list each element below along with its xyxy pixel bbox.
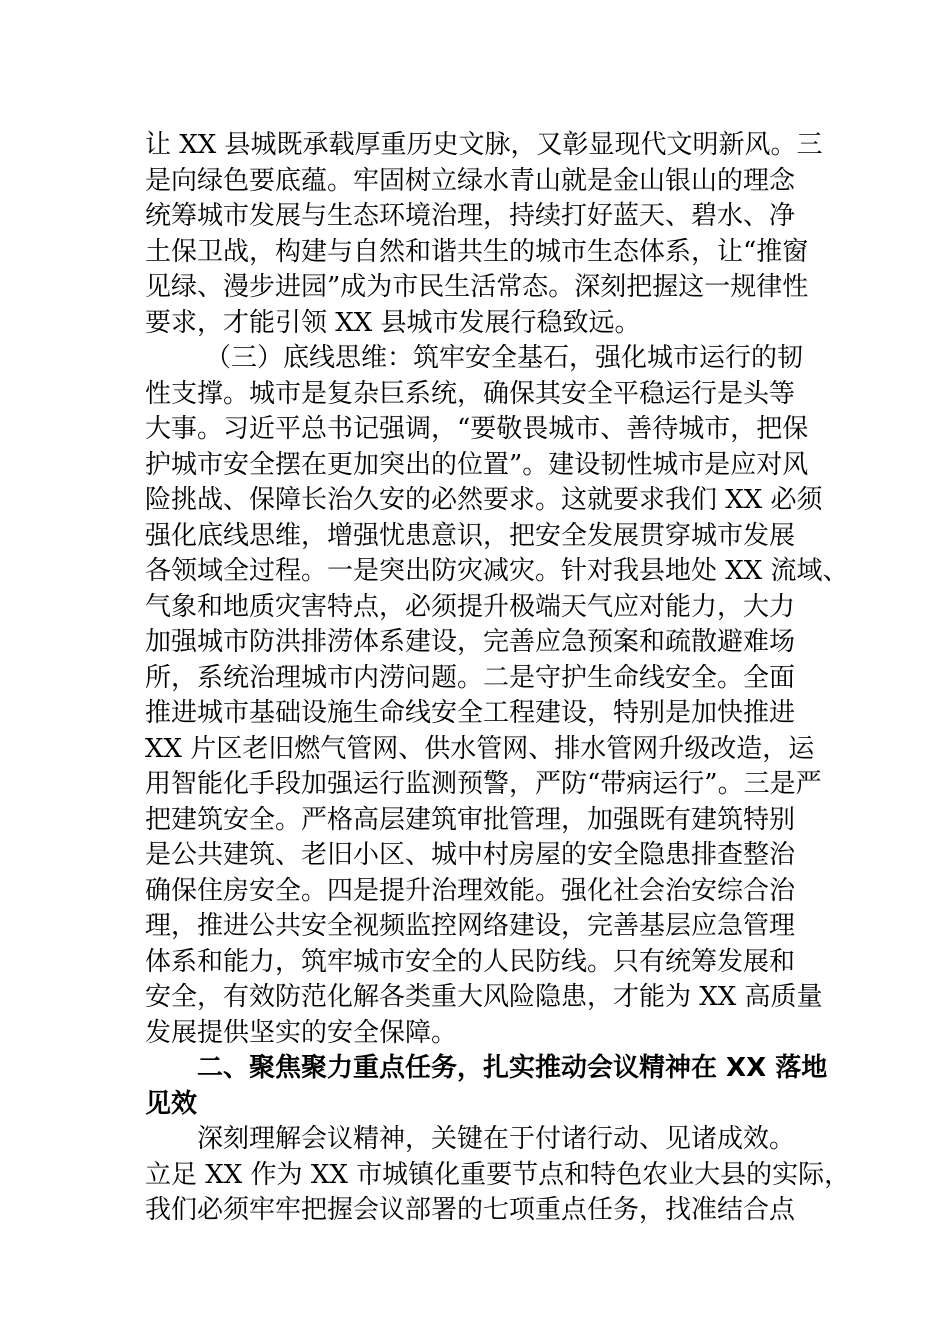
body-line: 安全，有效防范化解各类重大风险隐患，才能为 XX 高质量 [145, 982, 823, 1012]
body-line: 加强城市防洪排涝体系建设，完善应急预案和疏散避难场 [145, 627, 796, 657]
body-line: 气象和地质灾害特点，必须提升极端天气应对能力，大力 [145, 591, 796, 622]
body-line: 各领域全过程。一是突出防灾减灾。针对我县地处 XX 流域、 [145, 556, 849, 586]
body-line: 强化底线思维，增强忧患意识，把安全发展贯穿城市发展 [145, 520, 796, 551]
body-line: 统筹城市发展与生态环境治理，持续打好蓝天、碧水、净 [145, 201, 796, 231]
body-line: 深刻理解会议精神，关键在于付诸行动、见诸成效。 [197, 1124, 796, 1154]
body-line: 把建筑安全。严格高层建筑审批管理，加强既有建筑特别 [145, 804, 796, 835]
body-line: 理，推进公共安全视频监控网络建设，完善基层应急管理 [145, 911, 796, 941]
body-line: 发展提供坚实的安全保障。 [145, 1017, 458, 1048]
body-line: 立足 XX 作为 XX 市城镇化重要节点和特色农业大县的实际， [145, 1159, 851, 1190]
body-line: 所，系统治理城市内涝问题。二是守护生命线安全。全面 [145, 662, 796, 693]
section-heading-key-tasks: 二、聚焦聚力重点任务，扎实推动会议精神在 XX 落地 [197, 1053, 828, 1083]
body-line: 大事。习近平总书记强调，“要敬畏城市、善待城市，把保 [145, 414, 809, 444]
body-line: 土保卫战，构建与自然和谐共生的城市生态体系，让“推窗 [145, 236, 809, 267]
body-line: 护城市安全摆在更加突出的位置”。建设韧性城市是应对风 [145, 449, 809, 480]
body-line: 我们必须牢牢把握会议部署的七项重点任务，找准结合点 [145, 1195, 796, 1225]
body-line: 性支撑。城市是复杂巨系统，确保其安全平稳运行是头等 [145, 378, 796, 409]
body-line: 是向绿色要底蕴。牢固树立绿水青山就是金山银山的理念 [145, 165, 796, 196]
body-line: 推进城市基础设施生命线安全工程建设，特别是加快推进 [145, 698, 796, 728]
body-line: 确保住房安全。四是提升治理效能。强化社会治安综合治 [145, 875, 796, 906]
body-line: 是公共建筑、老旧小区、城中村房屋的安全隐患排查整治 [145, 840, 796, 870]
body-line: 见绿、漫步进园”成为市民生活常态。深刻把握这一规律性 [145, 272, 809, 302]
body-line: 险挑战、保障长治久安的必然要求。这就要求我们 XX 必须 [145, 485, 823, 515]
body-line: XX 片区老旧燃气管网、供水管网、排水管网升级改造，运 [145, 733, 815, 764]
section-heading-key-tasks-cont: 见效 [145, 1088, 198, 1119]
document-body [145, 128, 851, 1229]
body-line: 让 XX 县城既承载厚重历史文脉，又彰显现代文明新风。三 [145, 130, 823, 160]
body-line: 体系和能力，筑牢城市安全的人民防线。只有统筹发展和 [145, 946, 796, 977]
body-line: 用智能化手段加强运行监测预警，严防“带病运行”。三是严 [145, 769, 822, 799]
body-line: 要求，才能引领 XX 县城市发展行稳致远。 [145, 307, 641, 338]
section-heading-bottom-line-thinking: （三）底线思维：筑牢安全基石，强化城市运行的韧 [205, 343, 804, 373]
